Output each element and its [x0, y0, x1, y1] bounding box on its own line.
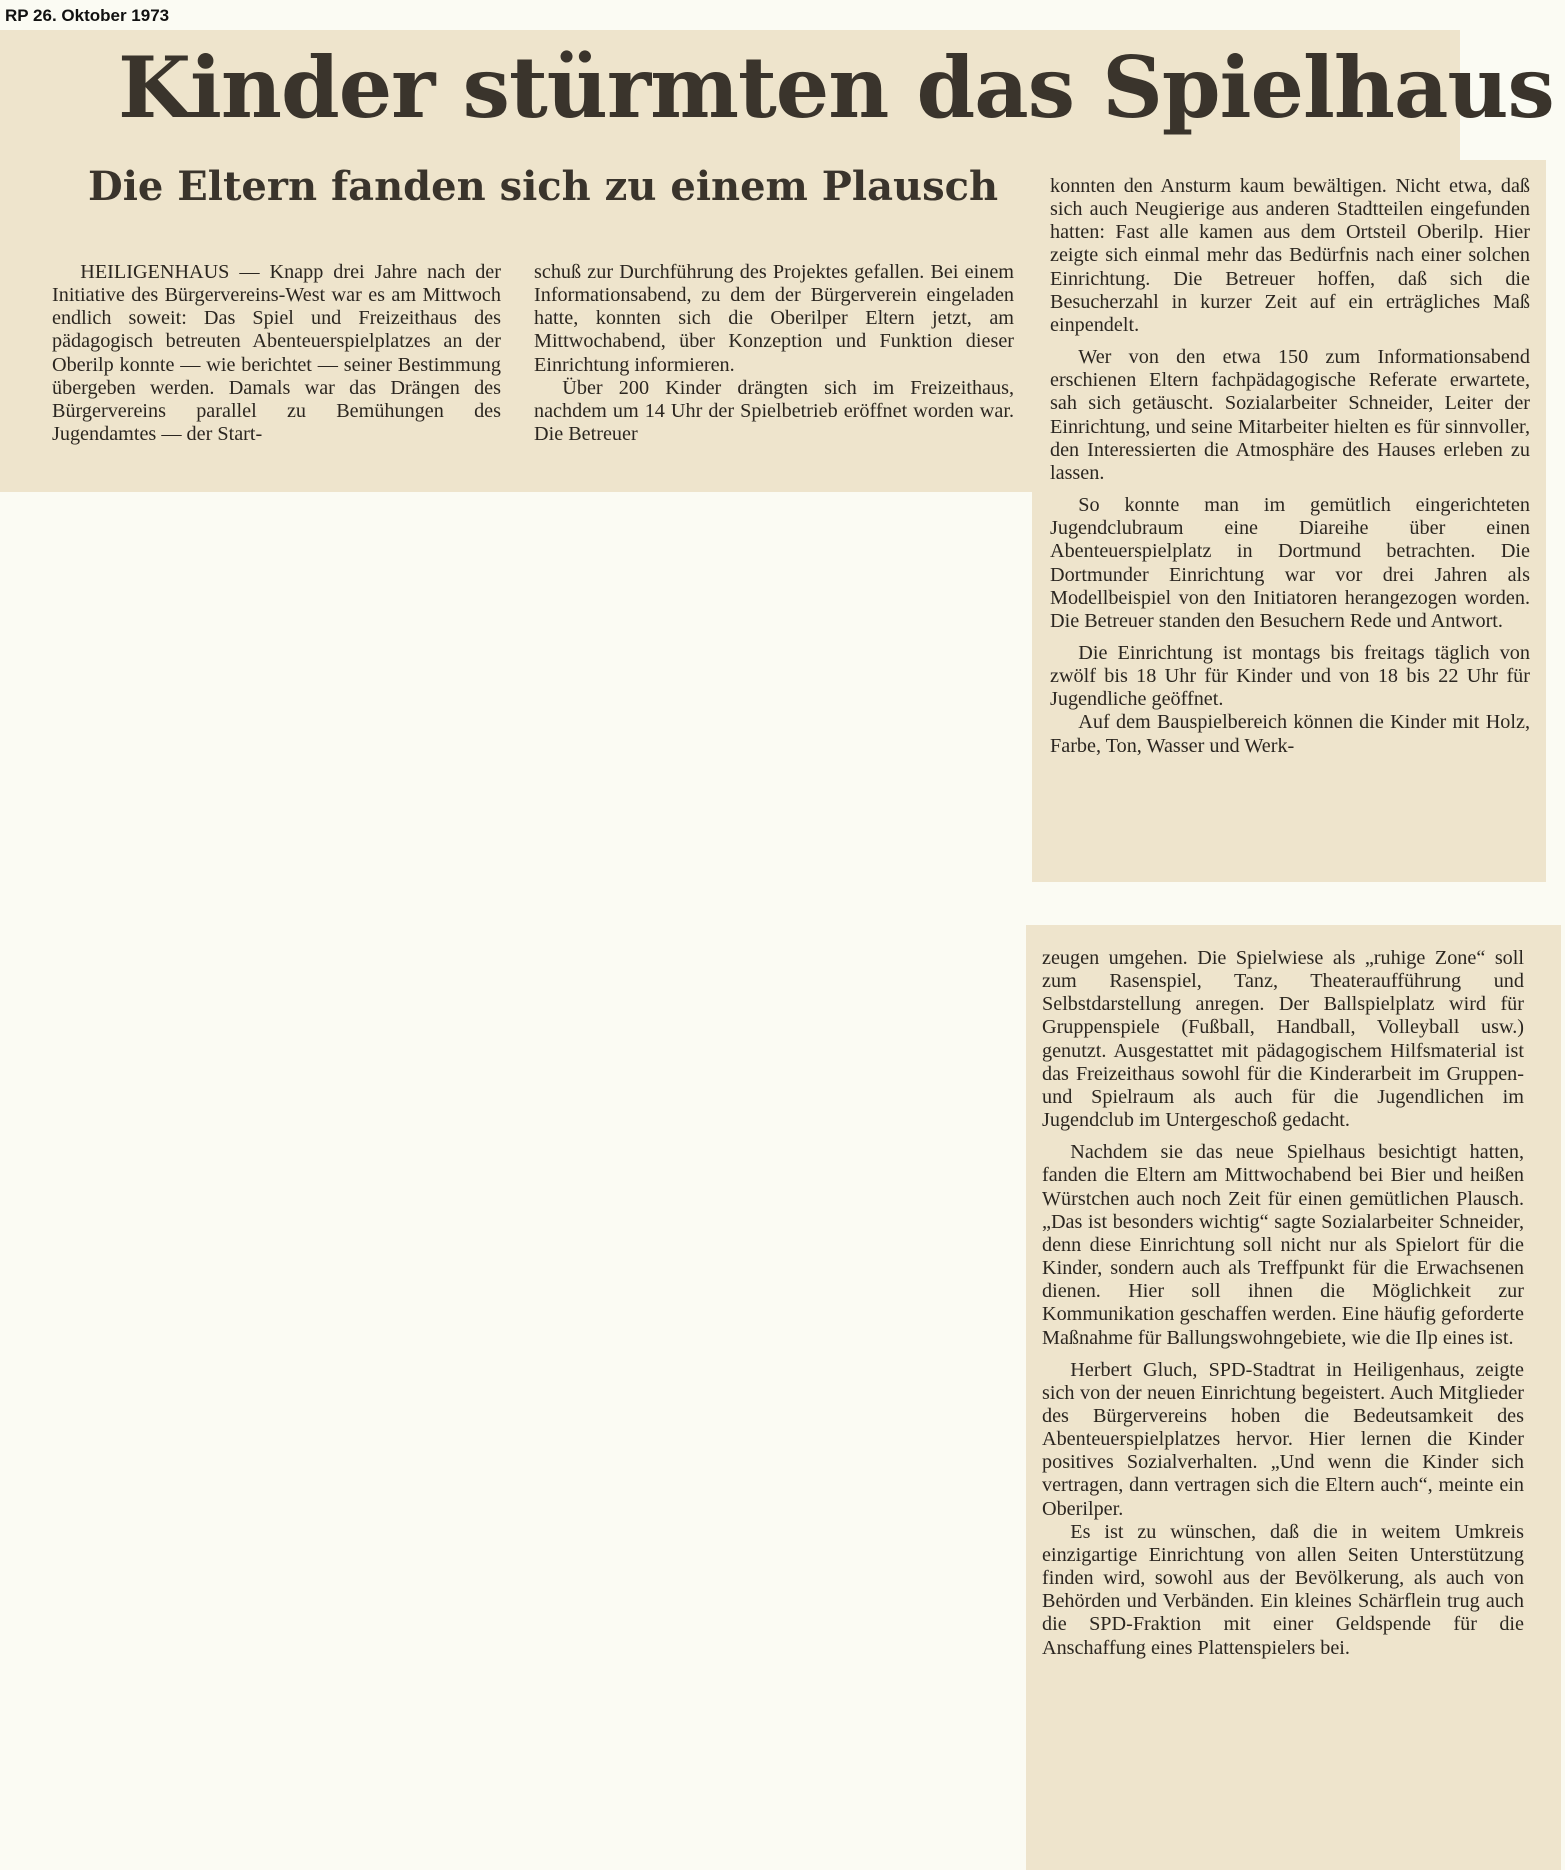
paragraph: HEILIGENHAUS — Knapp drei Jahre nach der Initiative des Bürgervereins-West war es am Mittwoch endlich soweit: Das Spiel und Freizeithaus des pädagogisch betreuten Abenteuerspielplatzes an der Oberilp konnte — wie berichtet — seiner Bestimmung übergeben werden. Damals war das Drängen des Bürgervereins parallel zu Bemühungen des Jugendamtes — der Start-: [52, 261, 501, 446]
paragraph: Wer von den etwa 150 zum Informationsabend erschienen Eltern fachpädagogische Referate erwartete, sah sich getäuscht. Sozialarbeiter Schneider, Leiter der Einrichtung, und seine Mitarbeiter hielten es für sinnvoller, den Interessierten die Atmosphäre des Hauses erleben zu lassen.: [1050, 346, 1530, 484]
paragraph: zeugen umgehen. Die Spielwiese als „ruhige Zone“ soll zum Rasenspiel, Tanz, Theateraufführung und Selbstdarstellung anregen. Der Ballspielplatz wird für Gruppenspiele (Fußball, Handball, Volleyball usw.) genutzt. Ausgestattet mit pädagogischem Hilfsmaterial ist das Freizeithaus sowohl für die Kinderarbeit im Gruppen- und Spielraum als auch für die Jugendlichen im Jugendclub im Untergeschoß gedacht.: [1042, 947, 1524, 1132]
article-column-3: [1050, 175, 1530, 758]
paragraph: konnten den Ansturm kaum bewältigen. Nicht etwa, daß sich auch Neugierige aus anderen Stadtteilen eingefunden hatten: Fast alle kamen aus dem Ortsteil Oberilp. Hier zeigte sich einmal mehr das Bedürfnis nach einer solchen Einrichtung. Die Betreuer hoffen, daß sich die Besucherzahl in kurzer Zeit auf ein erträgliches Maß einpendelt.: [1050, 175, 1530, 336]
paragraph: Es ist zu wünschen, daß die in weitem Umkreis einzigartige Einrichtung von allen Seiten Unterstützung finden wird, sowohl aus der Bevölkerung, als auch von Behörden und Verbänden. Ein kleines Schärflein trug auch die SPD-Fraktion mit einer Geldspende für die Anschaffung eines Plattenspielers bei.: [1042, 1520, 1524, 1659]
source-label: RP 26. Oktober 1973: [5, 6, 170, 25]
article-column-4: [1042, 947, 1524, 1660]
paragraph: Nachdem sie das neue Spielhaus besichtigt hatten, fanden die Eltern am Mittwochabend bei Bier und heißen Würstchen auch noch Zeit für einen gemütlichen Plausch. „Das ist besonders wichtig“ sagte Sozialarbeiter Schneider, denn diese Einrichtung soll nicht nur als Spielort für die Kinder, sondern auch als Treffpunkt für die Erwachsenen dienen. Hier soll ihnen die Möglichkeit zur Kommunikation geschaffen werden. Eine häufig geforderte Maßnahme für Ballungswohngebiete, wie die Ilp eines ist.: [1042, 1141, 1524, 1349]
paragraph: Herbert Gluch, SPD-Stadtrat in Heiligenhaus, zeigte sich von der neuen Einrichtung begeistert. Auch Mitglieder des Bürgervereins hoben die Bedeutsamkeit des Abenteuerspielplatzes hervor. Hier lernen die Kinder positives Sozialverhalten. „Und wenn die Kinder sich vertragen, dann vertragen sich die Eltern auch“, meinte ein Oberilper.: [1042, 1358, 1524, 1520]
article-column-1: [52, 261, 501, 446]
article-headline: Kinder stürmten das Spielhaus: [118, 38, 1554, 137]
paragraph: schuß zur Durchführung des Projektes gefallen. Bei einem Informationsabend, zu dem der Bürgerverein eingeladen hatte, konnten sich die Oberilper Eltern jetzt, am Mittwochabend, über Konzeption und Funktion dieser Einrichtung informieren.: [534, 261, 1014, 376]
paragraph: So konnte man im gemütlich eingerichteten Jugendclubraum eine Diareihe über einen Abenteuerspielplatz in Dortmund betrachten. Die Dortmunder Einrichtung war vor drei Jahren als Modellbeispiel von den Initiatoren herangezogen worden. Die Betreuer standen den Besuchern Rede und Antwort.: [1050, 494, 1530, 632]
paragraph: Über 200 Kinder drängten sich im Freizeithaus, nachdem um 14 Uhr der Spielbetrieb eröffnet worden war. Die Betreuer: [534, 376, 1014, 446]
article-subheadline: Die Eltern fanden sich zu einem Plausch: [88, 163, 999, 210]
article-column-2: [534, 261, 1014, 446]
paragraph: Die Einrichtung ist montags bis freitags täglich von zwölf bis 18 Uhr für Kinder und von 18 bis 22 Uhr für Jugendliche geöffnet.: [1050, 641, 1530, 711]
paragraph: Auf dem Bauspielbereich können die Kinder mit Holz, Farbe, Ton, Wasser und Werk-: [1050, 711, 1530, 757]
